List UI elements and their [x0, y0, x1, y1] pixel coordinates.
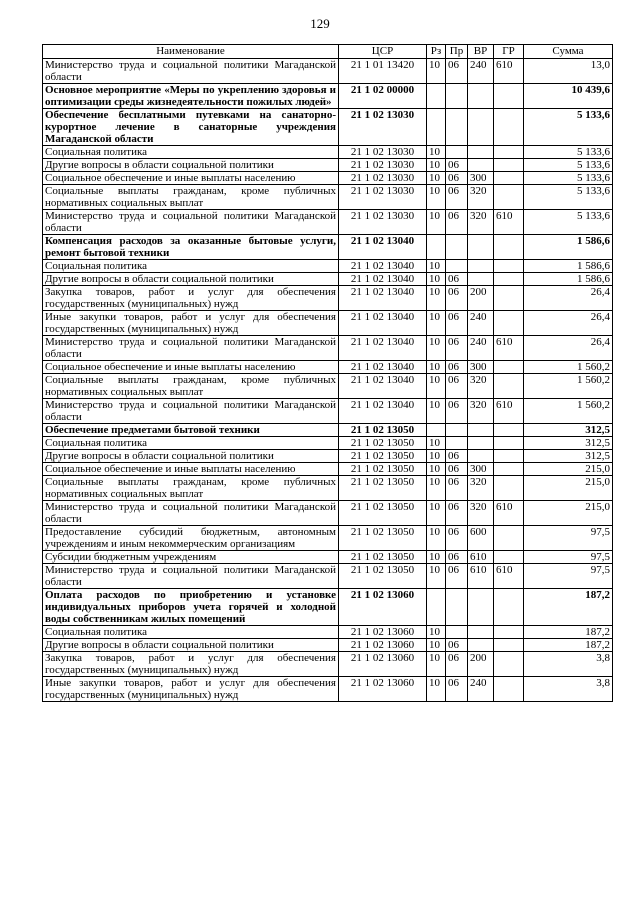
row-sum-cell: 26,4 [524, 311, 613, 336]
row-vr-cell [468, 84, 494, 109]
row-sum-cell: 215,0 [524, 476, 613, 501]
row-sum-cell: 5 133,6 [524, 210, 613, 235]
row-gr-cell [494, 476, 524, 501]
row-name-cell: Предоставление субсидий бюджетным, автономным учреждениям и иным некоммерческим организациям [43, 526, 339, 551]
row-rz-cell [427, 109, 446, 146]
row-rz-cell: 10 [427, 361, 446, 374]
row-vr-cell: 300 [468, 463, 494, 476]
row-sum-cell: 5 133,6 [524, 159, 613, 172]
row-csr-cell: 21 1 02 13030 [339, 159, 427, 172]
row-vr-cell: 610 [468, 564, 494, 589]
row-gr-cell [494, 551, 524, 564]
row-gr-cell [494, 437, 524, 450]
row-gr-cell [494, 450, 524, 463]
row-csr-cell: 21 1 02 13040 [339, 336, 427, 361]
row-rz-cell: 10 [427, 59, 446, 84]
row-sum-cell: 97,5 [524, 564, 613, 589]
row-csr-cell: 21 1 02 13050 [339, 476, 427, 501]
row-vr-cell: 320 [468, 501, 494, 526]
header-sum: Сумма [524, 45, 613, 59]
row-vr-cell: 240 [468, 59, 494, 84]
row-sum-cell: 1 586,6 [524, 235, 613, 260]
row-gr-cell [494, 639, 524, 652]
table-row [43, 501, 613, 526]
row-gr-cell [494, 424, 524, 437]
row-rz-cell: 10 [427, 159, 446, 172]
table-row [43, 159, 613, 172]
row-name-cell: Закупка товаров, работ и услуг для обеспечения государственных (муниципальных) нужд [43, 652, 339, 677]
row-gr-cell: 610 [494, 210, 524, 235]
table-row [43, 374, 613, 399]
row-name-cell: Социальная политика [43, 626, 339, 639]
row-csr-cell: 21 1 02 13060 [339, 639, 427, 652]
row-pr-cell: 06 [446, 399, 468, 424]
row-gr-cell: 610 [494, 59, 524, 84]
row-csr-cell: 21 1 02 13040 [339, 286, 427, 311]
row-vr-cell: 320 [468, 210, 494, 235]
row-rz-cell [427, 235, 446, 260]
row-rz-cell: 10 [427, 210, 446, 235]
row-pr-cell: 06 [446, 463, 468, 476]
row-rz-cell: 10 [427, 311, 446, 336]
row-pr-cell: 06 [446, 652, 468, 677]
row-gr-cell: 610 [494, 336, 524, 361]
row-name-cell: Субсидии бюджетным учреждениям [43, 551, 339, 564]
row-pr-cell: 06 [446, 210, 468, 235]
row-csr-cell: 21 1 02 00000 [339, 84, 427, 109]
header-vr: ВР [468, 45, 494, 59]
row-name-cell: Социальные выплаты гражданам, кроме публичных нормативных социальных выплат [43, 374, 339, 399]
row-vr-cell: 240 [468, 336, 494, 361]
table-row [43, 450, 613, 463]
row-csr-cell: 21 1 02 13030 [339, 185, 427, 210]
row-pr-cell: 06 [446, 639, 468, 652]
row-vr-cell: 610 [468, 551, 494, 564]
row-rz-cell: 10 [427, 450, 446, 463]
budget-table [42, 44, 613, 702]
row-pr-cell: 06 [446, 361, 468, 374]
row-csr-cell: 21 1 02 13050 [339, 564, 427, 589]
row-pr-cell: 06 [446, 374, 468, 399]
page-number: 129 [310, 16, 330, 31]
row-pr-cell: 06 [446, 501, 468, 526]
row-sum-cell: 26,4 [524, 286, 613, 311]
row-sum-cell: 97,5 [524, 551, 613, 564]
row-pr-cell [446, 235, 468, 260]
header-name: Наименование [43, 45, 339, 59]
table-row [43, 273, 613, 286]
row-sum-cell: 13,0 [524, 59, 613, 84]
row-pr-cell: 06 [446, 677, 468, 702]
row-vr-cell: 320 [468, 185, 494, 210]
row-gr-cell: 610 [494, 501, 524, 526]
row-pr-cell [446, 260, 468, 273]
table-row [43, 526, 613, 551]
row-rz-cell: 10 [427, 526, 446, 551]
row-sum-cell: 1 586,6 [524, 260, 613, 273]
table-row [43, 361, 613, 374]
row-name-cell: Министерство труда и социальной политики Магаданской области [43, 501, 339, 526]
row-vr-cell: 320 [468, 476, 494, 501]
row-sum-cell: 1 560,2 [524, 374, 613, 399]
row-csr-cell: 21 1 02 13060 [339, 626, 427, 639]
row-pr-cell: 06 [446, 185, 468, 210]
row-csr-cell: 21 1 01 13420 [339, 59, 427, 84]
row-sum-cell: 97,5 [524, 526, 613, 551]
row-sum-cell: 187,2 [524, 589, 613, 626]
row-name-cell: Социальное обеспечение и иные выплаты населению [43, 172, 339, 185]
row-pr-cell [446, 424, 468, 437]
row-vr-cell: 240 [468, 311, 494, 336]
row-sum-cell: 10 439,6 [524, 84, 613, 109]
row-rz-cell: 10 [427, 336, 446, 361]
row-vr-cell: 200 [468, 652, 494, 677]
row-vr-cell: 320 [468, 399, 494, 424]
row-sum-cell: 3,8 [524, 652, 613, 677]
row-name-cell: Иные закупки товаров, работ и услуг для обеспечения государственных (муниципальных) нужд [43, 311, 339, 336]
row-pr-cell [446, 437, 468, 450]
row-sum-cell: 215,0 [524, 501, 613, 526]
row-gr-cell [494, 84, 524, 109]
row-csr-cell: 21 1 02 13060 [339, 589, 427, 626]
row-csr-cell: 21 1 02 13050 [339, 450, 427, 463]
row-pr-cell: 06 [446, 564, 468, 589]
row-csr-cell: 21 1 02 13030 [339, 109, 427, 146]
row-vr-cell [468, 146, 494, 159]
row-vr-cell: 200 [468, 286, 494, 311]
table-row [43, 185, 613, 210]
row-name-cell: Другие вопросы в области социальной политики [43, 450, 339, 463]
table-row [43, 260, 613, 273]
row-vr-cell: 300 [468, 172, 494, 185]
row-rz-cell: 10 [427, 399, 446, 424]
row-rz-cell: 10 [427, 463, 446, 476]
row-vr-cell: 600 [468, 526, 494, 551]
row-name-cell: Социальная политика [43, 260, 339, 273]
table-row [43, 652, 613, 677]
row-sum-cell: 1 560,2 [524, 361, 613, 374]
row-csr-cell: 21 1 02 13050 [339, 551, 427, 564]
row-pr-cell: 06 [446, 59, 468, 84]
header-pr: Пр [446, 45, 468, 59]
row-rz-cell [427, 589, 446, 626]
row-csr-cell: 21 1 02 13030 [339, 146, 427, 159]
row-vr-cell [468, 437, 494, 450]
row-pr-cell: 06 [446, 286, 468, 311]
row-gr-cell [494, 463, 524, 476]
row-name-cell: Социальные выплаты гражданам, кроме публичных нормативных социальных выплат [43, 476, 339, 501]
table-row [43, 210, 613, 235]
row-csr-cell: 21 1 02 13040 [339, 311, 427, 336]
row-gr-cell [494, 526, 524, 551]
row-vr-cell [468, 273, 494, 286]
row-vr-cell [468, 626, 494, 639]
row-pr-cell [446, 146, 468, 159]
row-name-cell: Другие вопросы в области социальной политики [43, 273, 339, 286]
table-row [43, 336, 613, 361]
table-row [43, 639, 613, 652]
table-row [43, 476, 613, 501]
row-sum-cell: 312,5 [524, 424, 613, 437]
row-sum-cell: 312,5 [524, 437, 613, 450]
row-name-cell: Обеспечение предметами бытовой техники [43, 424, 339, 437]
row-name-cell: Министерство труда и социальной политики Магаданской области [43, 59, 339, 84]
row-vr-cell [468, 424, 494, 437]
table-row [43, 311, 613, 336]
table-row [43, 109, 613, 146]
row-pr-cell [446, 109, 468, 146]
row-rz-cell [427, 424, 446, 437]
row-csr-cell: 21 1 02 13030 [339, 172, 427, 185]
row-gr-cell [494, 260, 524, 273]
row-name-cell: Оплата расходов по приобретению и установке индивидуальных приборов учета горячей и холодной воды собственникам жилых помещений [43, 589, 339, 626]
row-rz-cell [427, 84, 446, 109]
table-row [43, 424, 613, 437]
row-csr-cell: 21 1 02 13060 [339, 677, 427, 702]
row-pr-cell [446, 626, 468, 639]
row-sum-cell: 3,8 [524, 677, 613, 702]
row-vr-cell: 240 [468, 677, 494, 702]
row-gr-cell [494, 273, 524, 286]
row-name-cell: Компенсация расходов за оказанные бытовые услуги, ремонт бытовой техники [43, 235, 339, 260]
row-name-cell: Социальные выплаты гражданам, кроме публичных нормативных социальных выплат [43, 185, 339, 210]
row-rz-cell: 10 [427, 374, 446, 399]
row-name-cell: Министерство труда и социальной политики Магаданской области [43, 210, 339, 235]
row-name-cell: Другие вопросы в области социальной политики [43, 639, 339, 652]
row-name-cell: Социальное обеспечение и иные выплаты населению [43, 361, 339, 374]
row-rz-cell: 10 [427, 652, 446, 677]
row-rz-cell: 10 [427, 260, 446, 273]
row-rz-cell: 10 [427, 564, 446, 589]
row-rz-cell: 10 [427, 273, 446, 286]
row-pr-cell: 06 [446, 526, 468, 551]
row-pr-cell [446, 84, 468, 109]
row-pr-cell: 06 [446, 159, 468, 172]
row-gr-cell [494, 146, 524, 159]
row-name-cell: Министерство труда и социальной политики Магаданской области [43, 399, 339, 424]
row-name-cell: Министерство труда и социальной политики Магаданской области [43, 336, 339, 361]
row-pr-cell: 06 [446, 450, 468, 463]
row-gr-cell [494, 677, 524, 702]
row-vr-cell: 300 [468, 361, 494, 374]
row-vr-cell [468, 589, 494, 626]
row-pr-cell: 06 [446, 551, 468, 564]
row-csr-cell: 21 1 02 13040 [339, 374, 427, 399]
row-rz-cell: 10 [427, 639, 446, 652]
row-csr-cell: 21 1 02 13060 [339, 652, 427, 677]
row-name-cell: Основное мероприятие «Меры по укреплению здоровья и оптимизации среды жизнедеятельности пожилых людей» [43, 84, 339, 109]
row-vr-cell [468, 109, 494, 146]
table-row [43, 172, 613, 185]
row-sum-cell: 5 133,6 [524, 185, 613, 210]
row-name-cell: Иные закупки товаров, работ и услуг для обеспечения государственных (муниципальных) нужд [43, 677, 339, 702]
table-row [43, 626, 613, 639]
row-gr-cell [494, 652, 524, 677]
row-gr-cell [494, 286, 524, 311]
row-csr-cell: 21 1 02 13050 [339, 526, 427, 551]
table-row [43, 84, 613, 109]
row-sum-cell: 187,2 [524, 639, 613, 652]
row-sum-cell: 187,2 [524, 626, 613, 639]
table-header-row [43, 45, 613, 59]
row-vr-cell: 320 [468, 374, 494, 399]
header-csr: ЦСР [339, 45, 427, 59]
row-pr-cell [446, 589, 468, 626]
row-gr-cell [494, 361, 524, 374]
row-csr-cell: 21 1 02 13050 [339, 501, 427, 526]
row-name-cell: Социальное обеспечение и иные выплаты населению [43, 463, 339, 476]
row-gr-cell [494, 626, 524, 639]
row-csr-cell: 21 1 02 13030 [339, 210, 427, 235]
row-sum-cell: 5 133,6 [524, 172, 613, 185]
table-row [43, 551, 613, 564]
row-vr-cell [468, 159, 494, 172]
row-csr-cell: 21 1 02 13050 [339, 437, 427, 450]
row-gr-cell [494, 374, 524, 399]
row-rz-cell: 10 [427, 437, 446, 450]
table-row [43, 59, 613, 84]
row-name-cell: Социальная политика [43, 146, 339, 159]
row-rz-cell: 10 [427, 172, 446, 185]
row-vr-cell [468, 260, 494, 273]
row-sum-cell: 1 560,2 [524, 399, 613, 424]
row-gr-cell [494, 311, 524, 336]
row-name-cell: Министерство труда и социальной политики Магаданской области [43, 564, 339, 589]
row-rz-cell: 10 [427, 476, 446, 501]
row-rz-cell: 10 [427, 146, 446, 159]
table-row [43, 235, 613, 260]
row-csr-cell: 21 1 02 13040 [339, 399, 427, 424]
row-name-cell: Социальная политика [43, 437, 339, 450]
row-gr-cell [494, 235, 524, 260]
header-gr: ГР [494, 45, 524, 59]
row-gr-cell [494, 159, 524, 172]
table-row [43, 146, 613, 159]
row-sum-cell: 26,4 [524, 336, 613, 361]
table-row [43, 286, 613, 311]
row-rz-cell: 10 [427, 626, 446, 639]
row-pr-cell: 06 [446, 311, 468, 336]
row-name-cell: Другие вопросы в области социальной политики [43, 159, 339, 172]
row-gr-cell [494, 589, 524, 626]
row-pr-cell: 06 [446, 336, 468, 361]
row-name-cell: Обеспечение бесплатными путевками на санаторно-курортное лечение в санаторные учреждения Магаданской области [43, 109, 339, 146]
row-name-cell: Закупка товаров, работ и услуг для обеспечения государственных (муниципальных) нужд [43, 286, 339, 311]
row-pr-cell: 06 [446, 273, 468, 286]
row-rz-cell: 10 [427, 501, 446, 526]
row-rz-cell: 10 [427, 185, 446, 210]
row-gr-cell: 610 [494, 564, 524, 589]
table-row [43, 564, 613, 589]
table-row [43, 463, 613, 476]
row-sum-cell: 312,5 [524, 450, 613, 463]
table-row [43, 399, 613, 424]
row-vr-cell [468, 450, 494, 463]
row-sum-cell: 5 133,6 [524, 146, 613, 159]
row-csr-cell: 21 1 02 13040 [339, 361, 427, 374]
row-csr-cell: 21 1 02 13050 [339, 424, 427, 437]
header-rz: Рз [427, 45, 446, 59]
row-pr-cell: 06 [446, 172, 468, 185]
row-vr-cell [468, 235, 494, 260]
row-csr-cell: 21 1 02 13040 [339, 235, 427, 260]
row-rz-cell: 10 [427, 286, 446, 311]
table-row [43, 437, 613, 450]
row-vr-cell [468, 639, 494, 652]
row-gr-cell [494, 185, 524, 210]
table-row [43, 677, 613, 702]
row-gr-cell: 610 [494, 399, 524, 424]
row-rz-cell: 10 [427, 677, 446, 702]
row-gr-cell [494, 109, 524, 146]
row-rz-cell: 10 [427, 551, 446, 564]
row-pr-cell: 06 [446, 476, 468, 501]
row-sum-cell: 1 586,6 [524, 273, 613, 286]
row-sum-cell: 215,0 [524, 463, 613, 476]
row-csr-cell: 21 1 02 13050 [339, 463, 427, 476]
row-gr-cell [494, 172, 524, 185]
table-body [43, 59, 613, 702]
row-csr-cell: 21 1 02 13040 [339, 260, 427, 273]
row-sum-cell: 5 133,6 [524, 109, 613, 146]
table-row [43, 589, 613, 626]
row-csr-cell: 21 1 02 13040 [339, 273, 427, 286]
